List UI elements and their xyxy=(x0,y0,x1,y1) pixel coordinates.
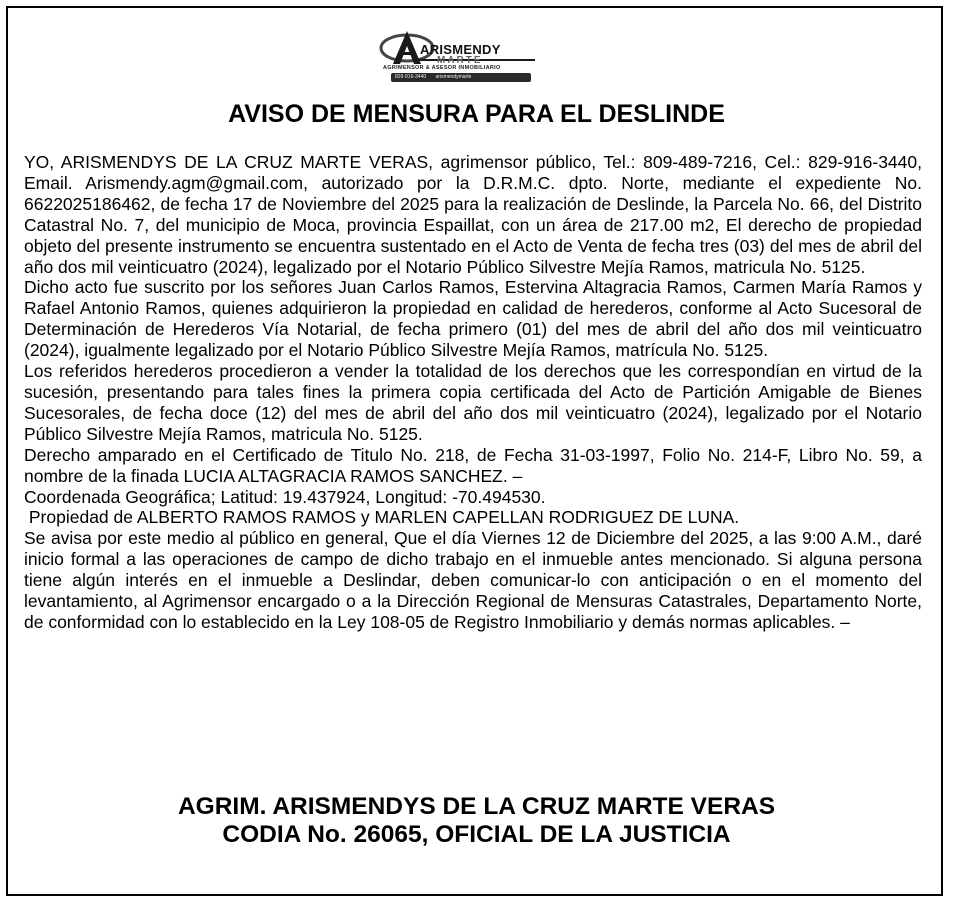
signature-name: AGRIM. ARISMENDYS DE LA CRUZ MARTE VERAS xyxy=(177,793,776,820)
logo-name-secondary: MARTE xyxy=(437,55,483,66)
paragraph-public-notice: Se avisa por este medio al público en general, Que el día Viernes 12 de Diciembre del 2025, a las 9:00 A.M., daré inicio formal a las operaciones de campo de dicho trabajo en el inmueble antes mencionado. Si alguna persona tiene algún interés en el inmueble a Deslindar, deben comunicar-lo con anticipación o en el momento del levantamiento, al Agrimensor encargado o a la Dirección Regional de Mensuras Catastrales, Departamento Norte, de conformidad con lo establecido en la Ley 108-05 de Registro Inmobiliario y demás normas aplicables. – xyxy=(24,528,922,632)
logo-name-primary: ARISMENDY xyxy=(420,42,501,57)
notice-title: AVISO DE MENSURA PARA EL DESLINDE xyxy=(228,100,725,128)
signature-block xyxy=(0,793,953,849)
signature-credentials: CODIA No. 26065, OFICIAL DE LA JUSTICIA xyxy=(222,821,731,848)
paragraph-heirs: Los referidos herederos procedieron a vender la totalidad de los derechos que les correspondían en virtud de la sucesión, presentando para tales fines la primera copia certificada del Acto de Partición Amigable de Bienes Sucesorales, de fecha doce (12) del mes de abril del año dos mil veinticuatro (2024), legalizado por el Notario Público Silvestre Mejía Ramos, matricula No. 5125. xyxy=(24,361,922,444)
logo-contact-bar xyxy=(391,73,531,82)
notice-body xyxy=(24,152,922,633)
paragraph-sale-act: Dicho acto fue suscrito por los señores Juan Carlos Ramos, Estervina Altagracia Ramos, Carmen María Ramos y Rafael Antonio Ramos, quienes adquirieron la propiedad en calidad de herederos, conforme al Acto Sucesoral de Determinación de Herederos Vía Notarial, de fecha primero (01) del mes de abril del año dos mil veinticuatro (2024), igualmente legalizado por el Notario Público Silvestre Mejía Ramos, matrícula No. 5125. xyxy=(24,277,922,361)
logo-social: arismendymarte xyxy=(435,74,472,80)
logo-phone: 829-916-3440 xyxy=(395,74,427,80)
paragraph-owners: Propiedad de ALBERTO RAMOS RAMOS y MARLEN CAPELLAN RODRIGUEZ DE LUNA. xyxy=(24,507,740,528)
paragraph-coordinates: Coordenada Geográfica; Latitud: 19.437924, Longitud: -70.494530. xyxy=(24,486,546,507)
paragraph-surveyor-intro: YO, ARISMENDYS DE LA CRUZ MARTE VERAS, agrimensor público, Tel.: 809-489-7216, Cel.: 829-916-3440, Email. Arismendy.agm@gmail.com, autorizado por la D.R.M.C. dpto. Norte, mediante el expediente No. 6622025186462, de fecha 17 de Noviembre del 2025 para la realización de Deslinde, la Parcela No. 66, del Distrito Catastral No. 7, del municipio de Moca, provincia Espaillat, con un área de 217.00 m2, El derecho de propiedad objeto del presente instrumento se encuentra sustentado en el Acto de Venta de fecha tres (03) del mes de abril del año dos mil veinticuatro (2024), legalizado por el Notario Público Silvestre Mejía Ramos, matricula No. 5125. xyxy=(24,152,922,277)
logo-subtitle: AGRIMENSOR & ASESOR INMOBILIARIO xyxy=(383,65,501,71)
company-logo xyxy=(377,28,537,88)
paragraph-title-certificate: Derecho amparado en el Certificado de Titulo No. 218, de Fecha 31-03-1997, Folio No. 214-F, Libro No. 59, a nombre de la finada LUCIA ALTAGRACIA RAMOS SANCHEZ. – xyxy=(24,444,922,486)
